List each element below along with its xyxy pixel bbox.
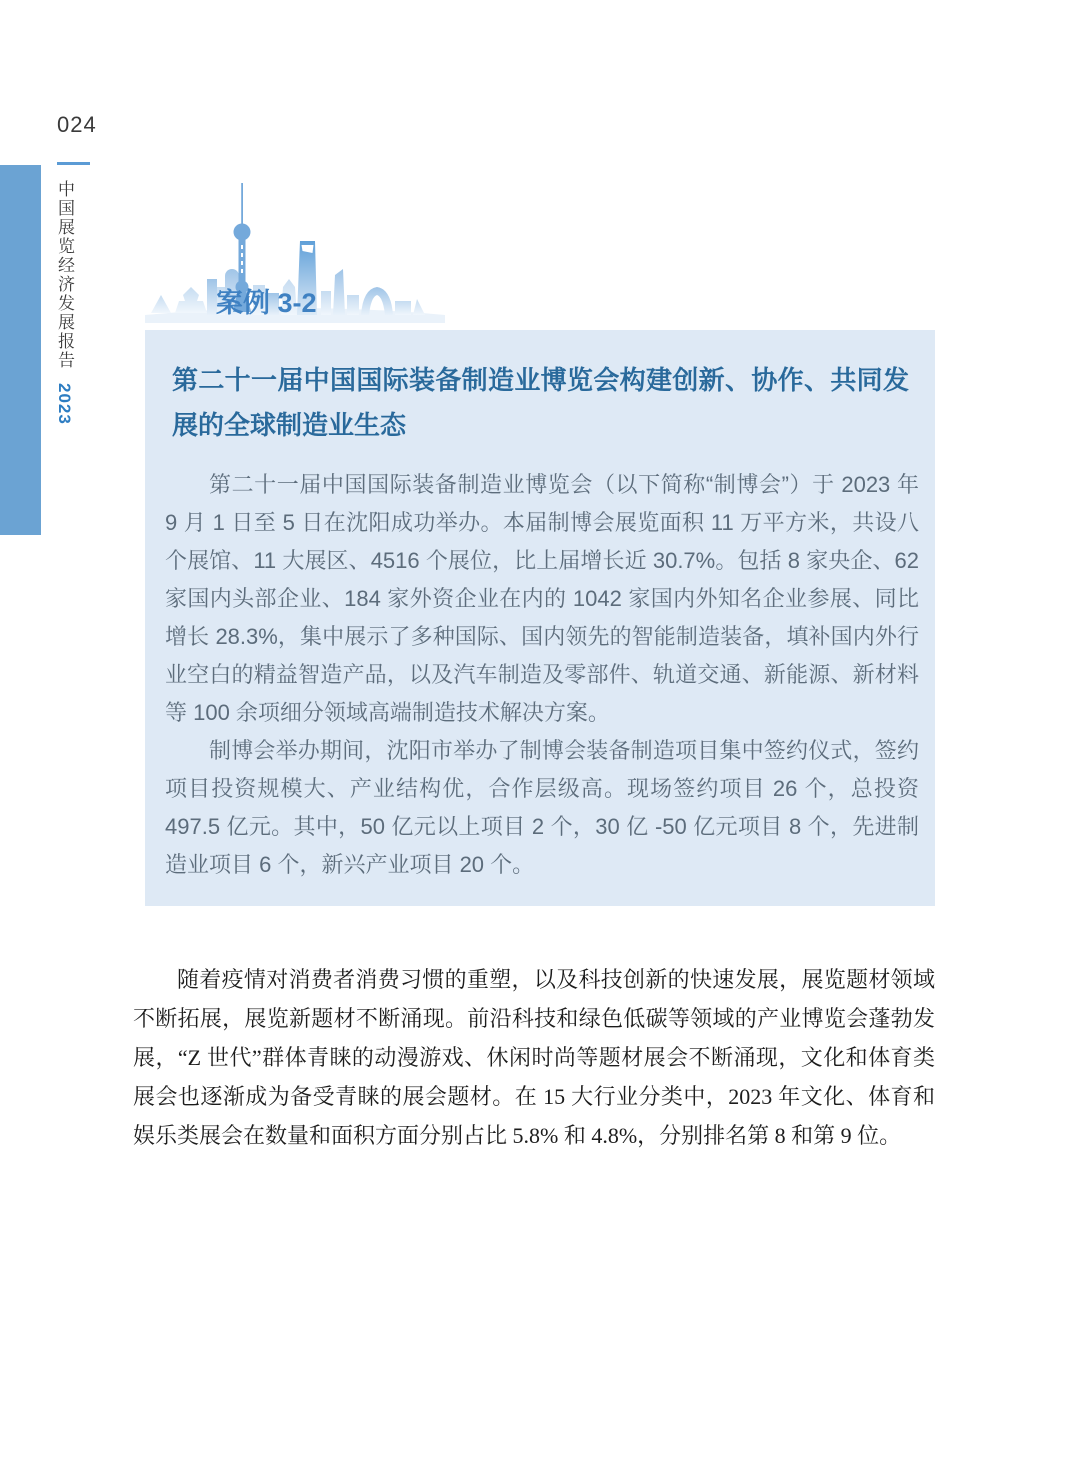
case-header (145, 175, 445, 323)
page-number-rule (57, 162, 90, 165)
case-paragraph-1: 第二十一届中国国际装备制造业博览会（以下简称“制博会”）于 2023 年 9 月 1 日至 5 日在沈阳成功举办。本届制博会展览面积 11 万平方米，共设八个展馆、11 大展区、4516 个展位，比上届增长近 30.7%。包括 8 家央企、62 家国内头部企业、184 家外资企业在内的 1042 家国内外知名企业参展、同比增长 28.3%，集中展示了多种国际、国内领先的智能制造装备，填补国内外行业空白的精益智造产品，以及汽车制造及零部件、轨道交通、新能源、新材料等 100 余项细分领域高端制造技术解决方案。 (165, 472, 919, 725)
left-accent-bar (0, 165, 41, 535)
case-paragraph-2: 制博会举办期间，沈阳市举办了制博会装备制造项目集中签约仪式，签约项目投资规模大、产业结构优，合作层级高。现场签约项目 26 个，总投资 497.5 亿元。其中，50 亿元以上项目 2 个，30 亿 -50 亿元项目 8 个，先进制造业项目 6 个，新兴产业项目 20 个。 (165, 738, 919, 877)
page-number: 024 (57, 112, 97, 137)
case-label: 案例 3-2 (216, 288, 317, 318)
sidebar-report-title (52, 180, 77, 425)
sidebar-report-title-text: 中国展览经济发展报告 (55, 180, 74, 370)
body-paragraph: 随着疫情对消费者消费习惯的重塑，以及科技创新的快速发展，展览题材领域不断拓展，展览新题材不断涌现。前沿科技和绿色低碳等领域的产业博览会蓬勃发展，“Z 世代”群体青睐的动漫游戏、休闲时尚等题材展会不断涌现，文化和体育类展会也逐渐成为备受青睐的展会题材。在 15 大行业分类中，2023 年文化、体育和娱乐类展会在数量和面积方面分别占比 5.8% 和 4.8%，分别排名第 8 和第 9 位。 (133, 967, 935, 1148)
sidebar-report-year: 2023 (55, 382, 74, 425)
case-box (145, 330, 935, 906)
case-title: 第二十一届中国国际装备制造业博览会构建创新、协作、共同发展的全球制造业生态 (172, 366, 909, 440)
